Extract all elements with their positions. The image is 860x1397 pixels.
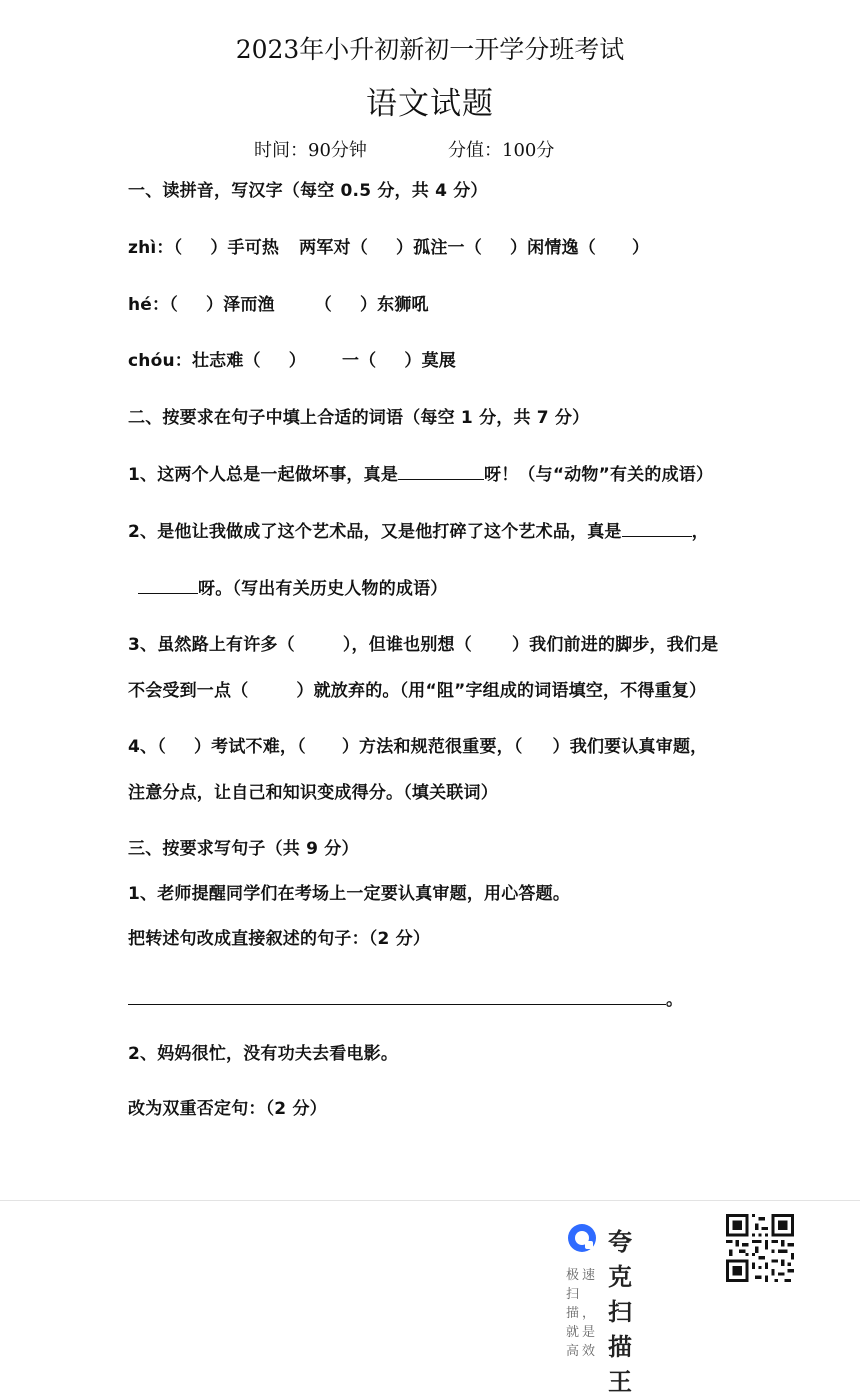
s3-answer-line: 。 [128, 985, 683, 1010]
brand-name: 夸克扫描王 [608, 1228, 633, 1396]
footer-divider [0, 1200, 860, 1201]
pinyin-row-he: hé：（ ）泽而渔 （ ）东狮吼 [128, 295, 429, 315]
qr-code-icon [726, 1214, 794, 1282]
s2-question-4-cont: 注意分点，让自己和知识变成得分。（填关联词） [128, 783, 498, 803]
exam-title: 2023年小升初新初一开学分班考试 [235, 35, 625, 64]
score-label: 分值：100分 [448, 140, 555, 161]
answer-line[interactable] [128, 986, 666, 1005]
answer-blank[interactable] [622, 518, 692, 537]
s2-question-4: 4、（ ）考试不难，（ ）方法和规范很重要，（ ）我们要认真审题， [128, 737, 708, 757]
s2-question-3-cont: 不会受到一点（ ）就放弃的。（用“阻”字组成的词语填空，不得重复） [128, 681, 707, 701]
s3-question-1-task: 把转述句改成直接叙述的句子：（2 分） [128, 929, 431, 949]
s2-question-2-cont: 呀。（写出有关历史人物的成语） [138, 574, 448, 599]
subject-title: 语文试题 [366, 86, 494, 122]
s3-question-2-task: 改为双重否定句：（2 分） [128, 1099, 327, 1119]
s2-question-1: 1、这两个人总是一起做坏事，真是 呀！（与“动物”有关的成语） [128, 460, 713, 485]
section1-heading: 一、读拼音，写汉字（每空 0.5 分，共 4 分） [128, 181, 488, 201]
s2-question-2: 2、是他让我做成了这个艺术品，又是他打碎了这个艺术品，真是 ， [128, 517, 709, 542]
brand-slogan: 极速扫描，就是高效 [566, 1268, 599, 1359]
pinyin-row-chou: chóu：壮志难（ ） 一（ ）莫展 [128, 351, 456, 371]
pinyin-chou: chóu：壮志难（ [128, 351, 261, 371]
s3-question-2: 2、妈妈很忙，没有功夫去看电影。 [128, 1044, 399, 1064]
answer-blank[interactable] [138, 575, 198, 594]
pinyin-row-zhi: zhì：（ ）手可热 两军对（ ）孤注一（ ）闲情逸（ ） [128, 238, 650, 258]
answer-blank[interactable] [398, 461, 484, 480]
qr-container [722, 1210, 798, 1286]
section2-heading: 二、按要求在句子中填上合适的词语（每空 1 分，共 7 分） [128, 408, 590, 428]
quark-logo-icon [566, 1222, 598, 1254]
pinyin-zhi: zhì：（ [128, 238, 183, 258]
pinyin-he: hé：（ [128, 295, 178, 315]
time-label: 时间：90分钟 [254, 140, 367, 161]
s3-question-1: 1、老师提醒同学们在考场上一定要认真审题，用心答题。 [128, 884, 571, 904]
s2-question-3: 3、虽然路上有许多（ ），但谁也别想（ ）我们前进的脚步，我们是 [128, 635, 719, 655]
section3-heading: 三、按要求写句子（共 9 分） [128, 839, 359, 859]
